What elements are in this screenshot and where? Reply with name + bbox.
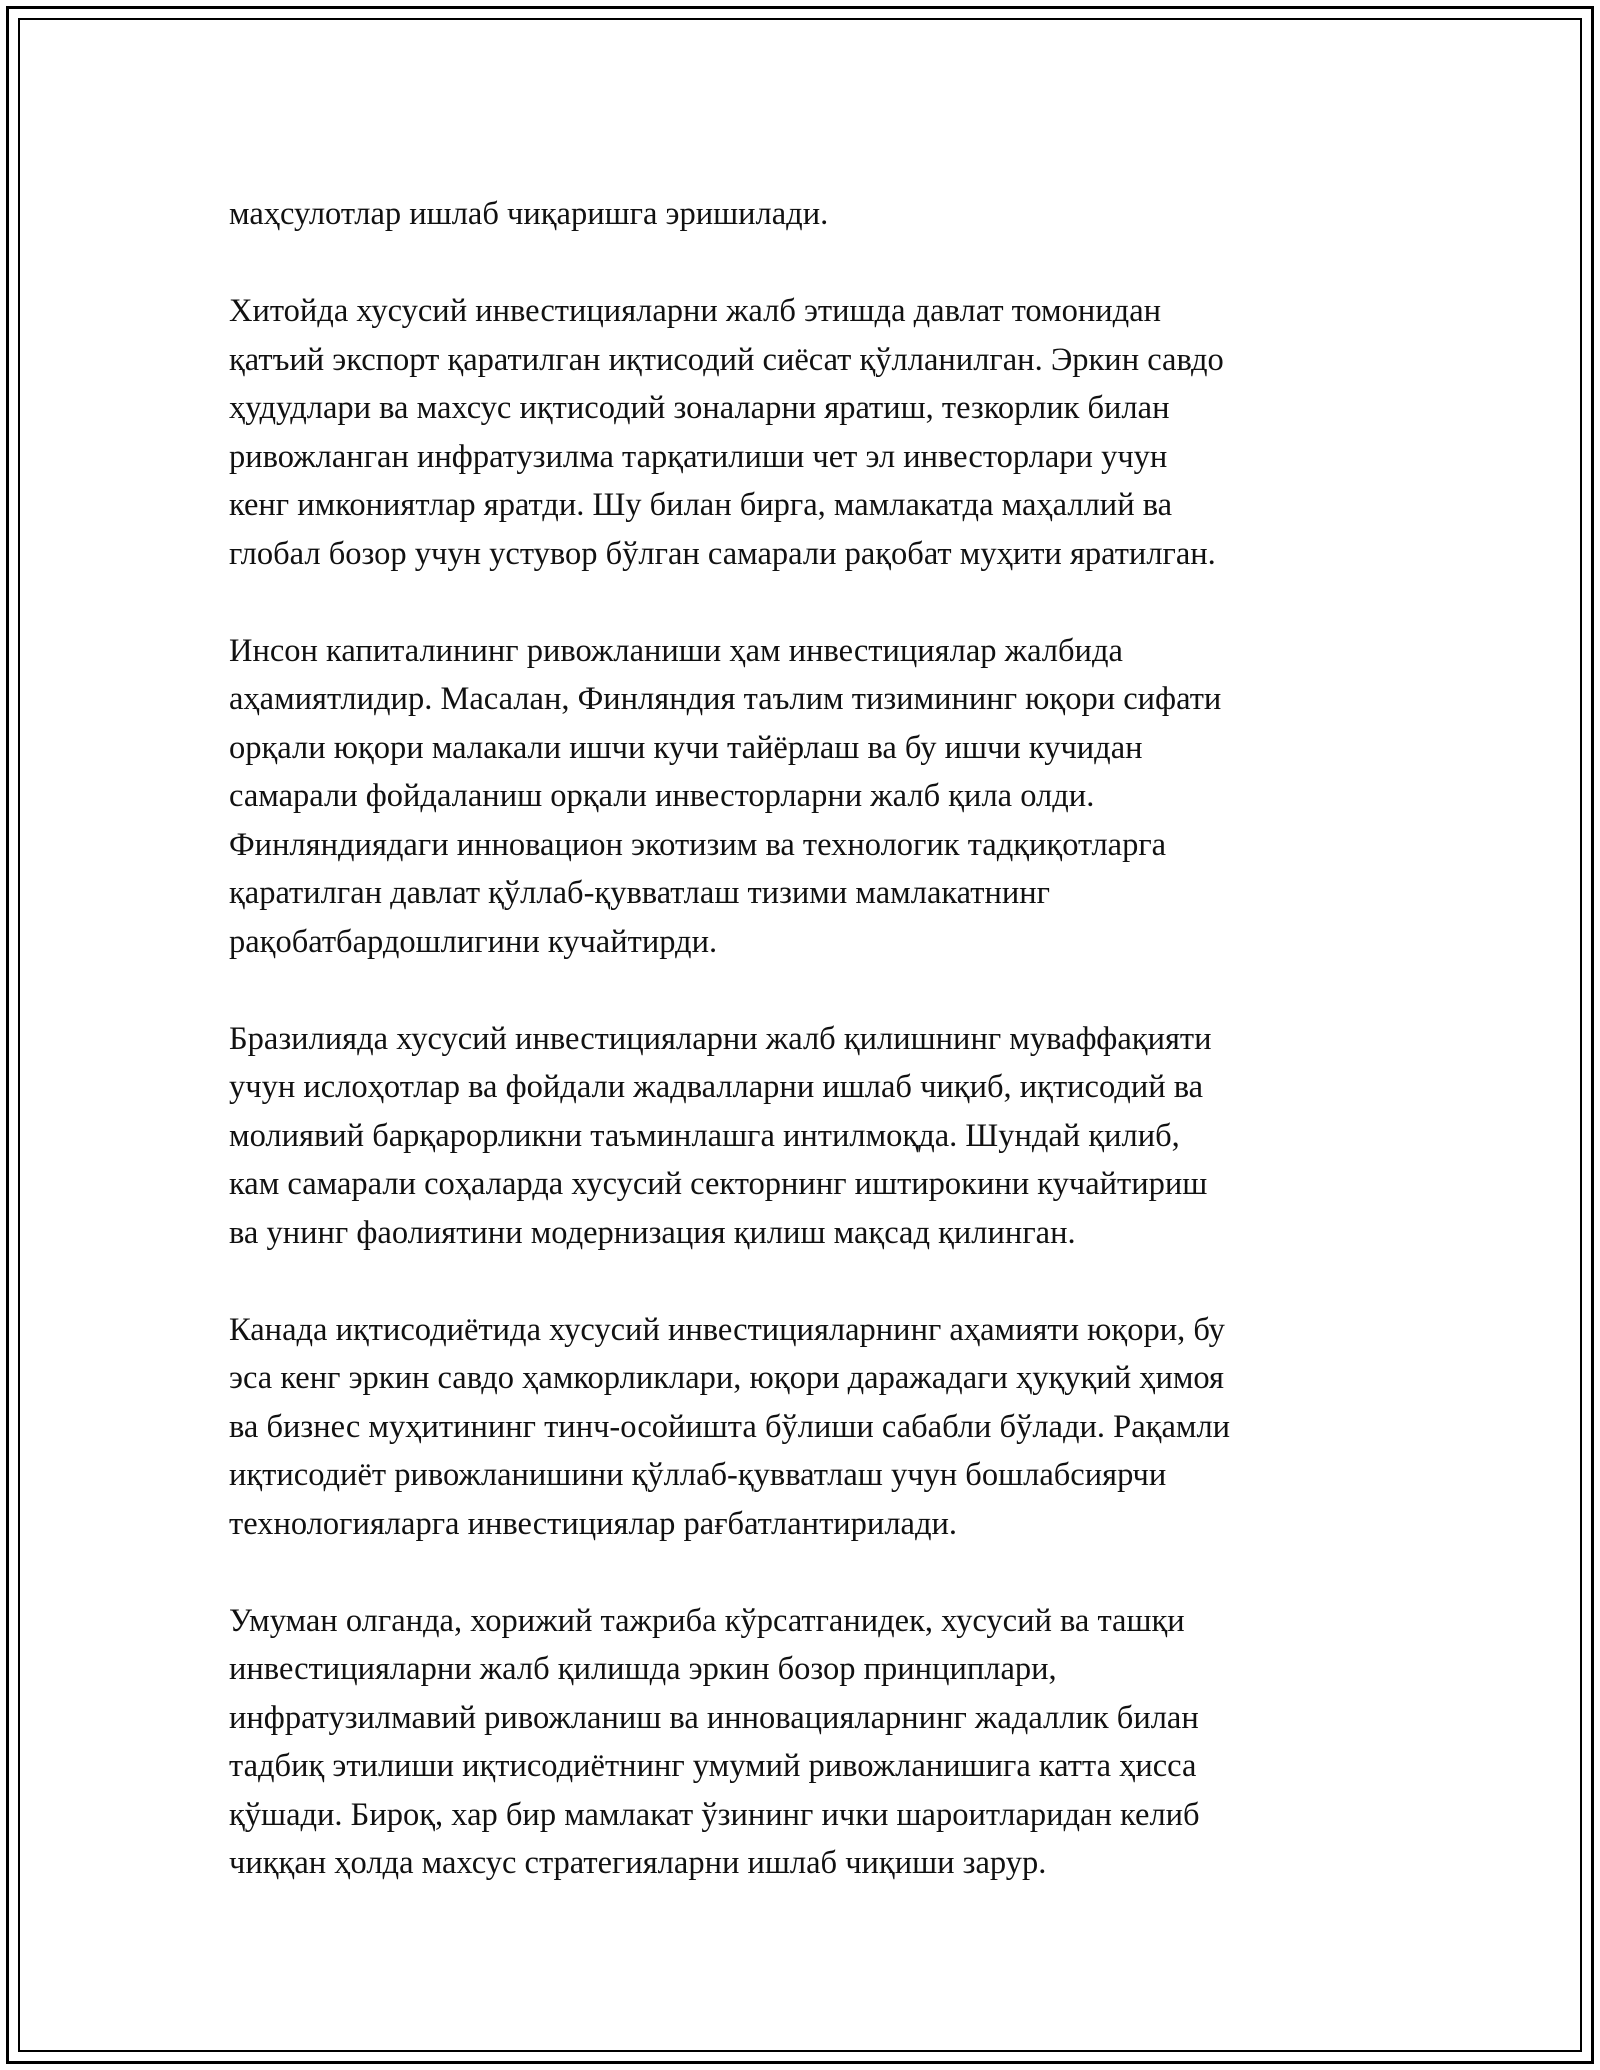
text-line: қаратилган давлат қўллаб-қувватлаш тизими мамлакатнинг	[229, 875, 1050, 911]
paragraph-2	[229, 287, 1379, 578]
text-line: ва бизнес муҳитининг тинч-осойишта бўлиши сабабли бўлади. Рақамли	[229, 1408, 1231, 1445]
text-line: Бразилияда хусусий инвестицияларни жалб қилишнинг муваффақияти	[229, 1020, 1212, 1057]
document-body	[229, 190, 1379, 1936]
text-line: кам самарали соҳаларда хусусий секторнинг иштирокини кучайтириш	[229, 1166, 1208, 1202]
text-line: орқали юқори малакали ишчи кучи тайёрлаш ва бу ишчи кучидан	[229, 729, 1143, 766]
text-line: технологияларга инвестициялар рағбатлантирилади.	[229, 1505, 958, 1542]
text-line: чиққан ҳолда махсус стратегияларни ишлаб чиқиши зарур.	[229, 1845, 1047, 1881]
text-line: иқтисодиёт ривожланишини қўллаб-қувватлаш учун бошлабсиярчи	[229, 1457, 1167, 1493]
text-line: глобал бозор учун устувор бўлган самарали рақобат муҳити яратилган.	[229, 535, 1216, 572]
paragraph-1	[229, 190, 1379, 239]
text-line: ҳудудлари ва махсус иқтисодий зоналарни яратиш, тезкорлик билан	[229, 390, 1170, 426]
text-line: тадбиқ этилиши иқтисодиётнинг умумий ривожланишига катта ҳисса	[229, 1748, 1197, 1784]
text-line: аҳамиятлидир. Масалан, Финляндия таълим тизимининг юқори сифати	[229, 681, 1222, 717]
text-line: Инсон капиталининг ривожланиши ҳам инвестициялар жалбида	[229, 632, 1123, 669]
text-line: қўшади. Бироқ, хар бир мамлакат ўзининг ички шароитларидан келиб	[229, 1796, 1200, 1833]
text-line: инвестицияларни жалб қилишда эркин бозор принциплари,	[229, 1651, 1057, 1687]
text-line: Хитойда хусусий инвестицияларни жалб этишда давлат томонидан	[229, 293, 1162, 329]
text-line: Канада иқтисодиётида хусусий инвестицияларнинг аҳамияти юқори, бу	[229, 1311, 1225, 1348]
text-line: Умуман олганда, хорижий тажриба кўрсатганидек, хусусий ва ташқи	[229, 1602, 1185, 1639]
text-line: учун ислоҳотлар ва фойдали жадвалларни ишлаб чиқиб, иқтисодий ва	[229, 1069, 1204, 1105]
text-line: кенг имкониятлар яратди. Шу билан бирга, мамлакатда маҳаллий ва	[229, 487, 1173, 523]
text-line: эса кенг эркин савдо ҳамкорликлари, юқори даражадаги ҳуқуқий ҳимоя	[229, 1360, 1224, 1396]
text-line: ривожланган инфратузилма тарқатилиши чет эл инвесторлари учун	[229, 438, 1168, 475]
text-line: рақобатбардошлигини кучайтирди.	[229, 923, 718, 960]
paragraph-3	[229, 627, 1379, 967]
text-line: самарали фойдаланиш орқали инвесторларни жалб қила олди.	[229, 778, 1095, 814]
text-line: Финляндиядаги инновацион экотизим ва технологик тадқиқотларга	[229, 826, 1167, 863]
text-line: инфратузилмавий ривожланиш ва инновацияларнинг жадаллик билан	[229, 1699, 1199, 1736]
text-line: молиявий барқарорликни таъминлашга интилмоқда. Шундай қилиб,	[229, 1117, 1180, 1154]
paragraph-6	[229, 1597, 1379, 1888]
paragraph-5	[229, 1306, 1379, 1549]
text-line: ва унинг фаолиятини модернизация қилиш мақсад қилинган.	[229, 1214, 1076, 1251]
text-line: қатъий экспорт қаратилган иқтисодий сиёсат қўлланилган. Эркин савдо	[229, 341, 1224, 378]
text-line: маҳсулотлар ишлаб чиқаришга эришилади.	[229, 196, 829, 232]
paragraph-4	[229, 1015, 1379, 1258]
